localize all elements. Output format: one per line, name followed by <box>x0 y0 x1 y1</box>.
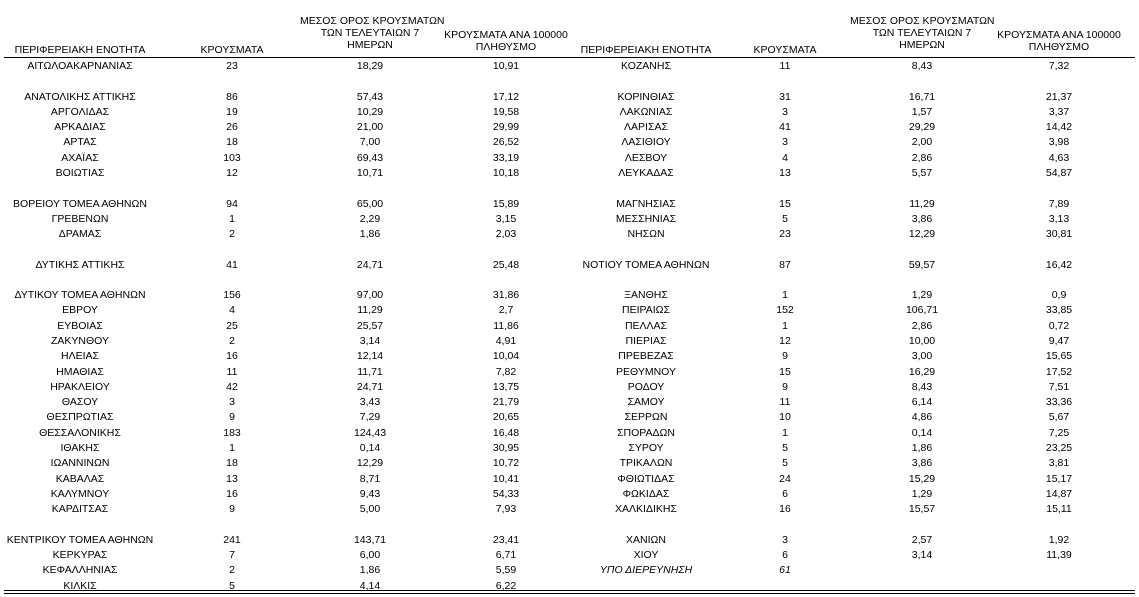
cell-region: ΤΡΙΚΑΛΩΝ <box>619 457 673 470</box>
cell-per100k: 14,87 <box>1045 487 1073 500</box>
cell-region: ΠΡΕΒΕΖΑΣ <box>618 350 674 363</box>
cell-per100k: 10,72 <box>492 457 520 470</box>
cell-avg7: 25,57 <box>356 319 384 332</box>
cell-avg7: 9,43 <box>359 487 381 500</box>
cell-avg7: 4,14 <box>359 579 381 592</box>
cell-cases: 3 <box>229 396 235 409</box>
cell-region: ΧΑΝΙΩΝ <box>626 533 666 546</box>
header-per100k-line2: ΠΛΗΘΥΣΜΟ <box>1028 41 1090 53</box>
cell-per100k: 17,52 <box>1045 365 1073 378</box>
cell-cases: 11 <box>226 365 238 378</box>
cell-avg7: 143,71 <box>353 533 387 546</box>
cell-cases: 3 <box>782 136 788 149</box>
cell-per100k: 6,71 <box>495 548 517 561</box>
cell-region: ΗΜΑΘΙΑΣ <box>56 365 104 378</box>
cell-avg7: 24,71 <box>356 380 384 393</box>
cell-region: ΒΟΡΕΙΟΥ ΤΟΜΕΑ ΑΘΗΝΩΝ <box>13 197 147 210</box>
cell-cases: 61 <box>779 564 791 577</box>
bottom-rule-2 <box>4 593 1135 594</box>
cell-region: ΞΑΝΘΗΣ <box>624 289 668 302</box>
cell-region: ΦΘΙΩΤΙΔΑΣ <box>617 472 675 485</box>
cell-region: ΙΘΑΚΗΣ <box>60 442 100 454</box>
cell-avg7: 57,43 <box>356 90 384 103</box>
cell-per100k: 30,81 <box>1045 228 1073 241</box>
cell-per100k: 2,7 <box>498 304 514 317</box>
cell-cases: 2 <box>229 564 235 577</box>
cell-region: ΠΕΛΛΑΣ <box>624 319 668 332</box>
header-avg7-line1: ΜΕΣΟΣ ΟΡΟΣ ΚΡΟΥΣΜΑΤΩΝ <box>850 15 995 27</box>
cell-per100k: 15,89 <box>492 197 520 210</box>
cell-avg7: 8,43 <box>911 60 933 72</box>
cell-avg7: 10,00 <box>908 335 936 348</box>
cell-avg7: 2,86 <box>911 151 933 164</box>
cell-avg7: 21,00 <box>356 121 384 134</box>
cell-region: ΘΕΣΣΑΛΟΝΙΚΗΣ <box>39 426 121 439</box>
cell-avg7: 2,00 <box>911 136 933 149</box>
cell-avg7: 0,14 <box>911 426 933 439</box>
header-avg7-left <box>300 15 445 51</box>
cell-avg7: 3,86 <box>911 457 933 470</box>
cell-per100k: 33,85 <box>1045 304 1073 317</box>
cell-cases: 19 <box>226 105 238 118</box>
header-per100k-right <box>985 29 1133 53</box>
cell-per100k: 3,13 <box>1048 212 1070 225</box>
cell-per100k: 29,99 <box>492 121 520 134</box>
cell-cases: 1 <box>782 319 788 332</box>
cell-avg7: 2,57 <box>911 533 933 546</box>
cell-region: ΚΙΛΚΙΣ <box>63 579 97 592</box>
cell-avg7: 1,57 <box>911 105 933 118</box>
cell-region: ΡΕΘΥΜΝΟΥ <box>615 365 676 378</box>
cell-region: ΡΟΔΟΥ <box>627 380 665 393</box>
cell-per100k: 30,95 <box>492 442 520 454</box>
cell-cases: 12 <box>779 335 791 348</box>
cell-avg7: 24,71 <box>356 258 384 271</box>
header-avg7-line2: ΤΩΝ ΤΕΛΕΥΤΑΙΩΝ 7 <box>320 27 420 39</box>
cell-avg7: 1,86 <box>359 564 381 577</box>
cell-region: ΑΡΓΟΛΙΔΑΣ <box>50 105 110 118</box>
cell-avg7: 8,43 <box>911 380 933 393</box>
cell-cases: 18 <box>226 457 238 470</box>
cell-region: ΛΕΥΚΑΔΑΣ <box>618 166 674 179</box>
cell-per100k: 7,89 <box>1048 197 1070 210</box>
header-avg7-right <box>850 15 994 51</box>
cell-avg7: 11,71 <box>357 365 383 378</box>
cell-cases: 7 <box>229 548 235 561</box>
cell-cases: 183 <box>223 426 241 439</box>
header-region-left: ΠΕΡΙΦΕΡΕΙΑΚΗ ΕΝΟΤΗΤΑ <box>14 44 146 56</box>
cell-per100k: 9,47 <box>1048 335 1070 348</box>
cell-avg7: 69,43 <box>356 151 384 164</box>
cell-region: ΦΩΚΙΔΑΣ <box>622 487 670 500</box>
cell-cases: 4 <box>782 151 788 164</box>
cell-cases: 31 <box>779 90 791 103</box>
cell-per100k: 11,39 <box>1046 548 1072 561</box>
header-avg7-line3: ΗΜΕΡΩΝ <box>347 39 393 51</box>
cell-cases: 9 <box>229 503 235 516</box>
cell-region: ΣΠΟΡΑΔΩΝ <box>617 426 675 439</box>
cell-region: ΠΙΕΡΙΑΣ <box>625 335 667 348</box>
cell-per100k: 7,32 <box>1048 60 1070 72</box>
cell-region: ΚΑΛΥΜΝΟΥ <box>50 487 110 500</box>
cell-region: ΝΟΤΙΟΥ ΤΟΜΕΑ ΑΘΗΝΩΝ <box>582 258 710 271</box>
cell-per100k: 0,9 <box>1051 289 1067 302</box>
cell-avg7: 10,71 <box>356 166 384 179</box>
cell-per100k: 23,41 <box>492 533 520 546</box>
cell-per100k: 15,11 <box>1046 503 1072 516</box>
cell-avg7: 15,29 <box>908 472 936 485</box>
cell-per100k: 15,65 <box>1045 350 1073 363</box>
cell-per100k: 3,98 <box>1048 136 1070 149</box>
cell-avg7: 97,00 <box>356 289 384 302</box>
cell-avg7: 3,14 <box>911 548 933 561</box>
cell-region: ΣΕΡΡΩΝ <box>624 411 668 424</box>
cell-avg7: 2,29 <box>359 212 381 225</box>
cell-per100k: 25,48 <box>492 258 520 271</box>
cell-per100k: 13,75 <box>492 380 520 393</box>
cell-avg7: 12,29 <box>356 457 384 470</box>
cell-avg7: 65,00 <box>356 197 384 210</box>
cell-avg7: 3,86 <box>911 212 933 225</box>
cell-avg7: 12,14 <box>356 350 384 363</box>
cell-region: ΑΡΚΑΔΙΑΣ <box>54 121 106 134</box>
cell-cases: 42 <box>226 380 238 393</box>
cell-per100k: 16,48 <box>492 426 520 439</box>
cell-avg7: 8,71 <box>359 472 381 485</box>
cell-per100k: 11,86 <box>493 319 519 332</box>
cell-avg7: 7,00 <box>359 136 381 149</box>
cell-avg7: 1,29 <box>911 289 933 302</box>
cell-cases: 5 <box>229 579 235 592</box>
cell-per100k: 7,93 <box>495 503 517 516</box>
cell-avg7: 29,29 <box>908 121 936 134</box>
cell-cases: 23 <box>226 60 238 72</box>
cell-per100k: 6,22 <box>495 579 517 592</box>
cell-region: ΥΠΟ ΔΙΕΡΕΥΝΗΣΗ <box>599 564 693 577</box>
cell-cases: 9 <box>782 380 788 393</box>
cell-cases: 41 <box>226 258 238 271</box>
cell-per100k: 17,12 <box>492 90 520 103</box>
cell-region: ΚΟΖΑΝΗΣ <box>621 60 671 72</box>
cell-avg7: 1,29 <box>911 487 933 500</box>
cell-per100k: 4,91 <box>495 335 517 348</box>
cell-cases: 12 <box>226 166 238 179</box>
cell-per100k: 10,41 <box>492 472 520 485</box>
cell-per100k: 10,04 <box>492 350 520 363</box>
cell-per100k: 4,63 <box>1048 151 1070 164</box>
cell-cases: 1 <box>229 212 235 225</box>
cell-region: ΑΙΤΩΛΟΑΚΑΡΝΑΝΙΑΣ <box>27 60 133 72</box>
cell-region: ΘΑΣΟΥ <box>61 396 99 409</box>
cell-cases: 6 <box>782 548 788 561</box>
cell-avg7: 106,71 <box>905 304 939 317</box>
cell-cases: 16 <box>779 503 791 516</box>
cell-cases: 24 <box>779 472 791 485</box>
cell-region: ΖΑΚΥΝΘΟΥ <box>50 335 109 348</box>
cell-avg7: 2,86 <box>911 319 933 332</box>
cell-per100k: 10,18 <box>492 166 520 179</box>
cell-per100k: 7,82 <box>495 365 517 378</box>
cell-per100k: 7,25 <box>1048 426 1070 439</box>
cell-cases: 13 <box>226 472 238 485</box>
cell-per100k: 14,42 <box>1045 121 1073 134</box>
cell-region: ΝΗΣΩΝ <box>627 228 665 241</box>
cell-cases: 4 <box>229 304 235 317</box>
cell-avg7: 18,29 <box>356 60 384 72</box>
cell-region: ΗΛΕΙΑΣ <box>60 350 99 363</box>
cell-cases: 9 <box>782 350 788 363</box>
cell-avg7: 3,43 <box>359 396 381 409</box>
cell-cases: 15 <box>779 365 791 378</box>
header-avg7-line1: ΜΕΣΟΣ ΟΡΟΣ ΚΡΟΥΣΜΑΤΩΝ <box>300 15 445 27</box>
header-rule <box>4 57 1135 58</box>
cell-per100k: 33,36 <box>1045 396 1073 409</box>
cell-region: ΔΡΑΜΑΣ <box>58 228 102 241</box>
cell-per100k: 15,17 <box>1045 472 1073 485</box>
cell-avg7: 3,14 <box>359 335 381 348</box>
header-per100k-left <box>436 29 576 53</box>
cell-avg7: 10,29 <box>356 105 384 118</box>
header-per100k-line2: ΠΛΗΘΥΣΜΟ <box>475 41 537 53</box>
cell-per100k: 7,51 <box>1048 380 1070 393</box>
cell-region: ΔΥΤΙΚΗΣ ΑΤΤΙΚΗΣ <box>35 258 125 271</box>
cell-region: ΧΙΟΥ <box>633 548 659 561</box>
cell-cases: 1 <box>229 442 235 454</box>
cell-region: ΑΧΑΪΑΣ <box>61 151 99 164</box>
cell-region: ΚΑΡΔΙΤΣΑΣ <box>51 503 109 516</box>
cell-per100k: 0,72 <box>1048 319 1070 332</box>
cell-region: ΔΥΤΙΚΟΥ ΤΟΜΕΑ ΑΘΗΝΩΝ <box>14 289 146 302</box>
cell-per100k: 26,52 <box>492 136 520 149</box>
cell-cases: 16 <box>226 487 238 500</box>
cell-per100k: 31,86 <box>492 289 520 302</box>
cell-region: ΛΑΣΙΘΙΟΥ <box>621 136 671 149</box>
cell-avg7: 5,00 <box>359 503 381 516</box>
cell-avg7: 0,14 <box>359 442 381 454</box>
cell-cases: 23 <box>779 228 791 241</box>
cell-cases: 86 <box>226 90 238 103</box>
cell-cases: 6 <box>782 487 788 500</box>
cell-per100k: 2,03 <box>495 228 517 241</box>
cell-region: ΠΕΙΡΑΙΩΣ <box>622 304 670 317</box>
cell-region: ΧΑΛΚΙΔΙΚΗΣ <box>615 503 677 516</box>
cell-cases: 15 <box>779 197 791 210</box>
cell-avg7: 12,29 <box>908 228 936 241</box>
cell-per100k: 10,91 <box>492 60 520 72</box>
cell-avg7: 11,29 <box>909 197 935 210</box>
cell-region: ΗΡΑΚΛΕΙΟΥ <box>50 380 110 393</box>
cell-per100k: 3,81 <box>1048 457 1070 470</box>
header-cases-left: ΚΡΟΥΣΜΑΤΑ <box>200 44 264 56</box>
cell-avg7: 1,86 <box>359 228 381 241</box>
cell-region: ΜΕΣΣΗΝΙΑΣ <box>615 212 677 225</box>
cell-region: ΙΩΑΝΝΙΝΩΝ <box>50 457 110 470</box>
cell-cases: 11 <box>779 396 791 409</box>
cell-avg7: 6,14 <box>911 396 933 409</box>
cell-cases: 11 <box>779 60 791 72</box>
cell-region: ΣΑΜΟΥ <box>627 396 665 409</box>
cell-region: ΣΥΡΟΥ <box>628 442 664 454</box>
cell-cases: 18 <box>226 136 238 149</box>
cell-avg7: 11,29 <box>357 304 383 317</box>
cell-region: ΚΕΡΚΥΡΑΣ <box>52 548 108 561</box>
cell-region: ΓΡΕΒΕΝΩΝ <box>51 212 109 225</box>
cell-avg7: 59,57 <box>908 258 936 271</box>
cell-cases: 103 <box>223 151 241 164</box>
cell-cases: 94 <box>226 197 238 210</box>
cell-region: ΘΕΣΠΡΩΤΙΑΣ <box>46 411 114 424</box>
cell-avg7: 1,86 <box>911 442 933 454</box>
cell-region: ΑΡΤΑΣ <box>63 136 97 149</box>
cell-per100k: 16,42 <box>1045 258 1073 271</box>
cell-cases: 26 <box>226 121 238 134</box>
cell-cases: 5 <box>782 457 788 470</box>
cell-avg7: 7,29 <box>359 411 381 424</box>
cell-region: ΛΕΣΒΟΥ <box>624 151 668 164</box>
header-cases-right: ΚΡΟΥΣΜΑΤΑ <box>753 44 817 56</box>
cell-per100k: 54,87 <box>1045 166 1073 179</box>
cell-per100k: 5,59 <box>495 564 517 577</box>
cell-cases: 16 <box>226 350 238 363</box>
cell-cases: 1 <box>782 426 788 439</box>
cell-cases: 2 <box>229 335 235 348</box>
cell-region: ΚΑΒΑΛΑΣ <box>55 472 105 485</box>
cell-cases: 5 <box>782 212 788 225</box>
cell-cases: 2 <box>229 228 235 241</box>
cell-region: ΚΕΝΤΡΙΚΟΥ ΤΟΜΕΑ ΑΘΗΝΩΝ <box>6 533 154 546</box>
header-per100k-line1: ΚΡΟΥΣΜΑΤΑ ΑΝΑ 100000 <box>997 29 1121 41</box>
cell-per100k: 19,58 <box>492 105 520 118</box>
bottom-rule-1 <box>4 590 1135 591</box>
cell-region: ΑΝΑΤΟΛΙΚΗΣ ΑΤΤΙΚΗΣ <box>24 90 136 103</box>
cell-region: ΕΥΒΟΙΑΣ <box>57 319 103 332</box>
cell-region: ΒΟΙΩΤΙΑΣ <box>55 166 105 179</box>
cell-cases: 9 <box>229 411 235 424</box>
cell-cases: 13 <box>779 166 791 179</box>
cell-avg7: 6,00 <box>359 548 381 561</box>
cell-per100k: 23,25 <box>1045 442 1073 454</box>
cell-avg7: 4,86 <box>911 411 933 424</box>
cell-per100k: 3,37 <box>1048 105 1070 118</box>
cell-cases: 3 <box>782 105 788 118</box>
cell-region: ΛΑΚΩΝΙΑΣ <box>619 105 673 118</box>
header-per100k-line1: ΚΡΟΥΣΜΑΤΑ ΑΝΑ 100000 <box>444 29 568 41</box>
cell-cases: 10 <box>779 411 791 424</box>
header-region-right: ΠΕΡΙΦΕΡΕΙΑΚΗ ΕΝΟΤΗΤΑ <box>580 44 712 56</box>
cell-region: ΚΟΡΙΝΘΙΑΣ <box>617 90 675 103</box>
cell-avg7: 3,00 <box>911 350 933 363</box>
cell-per100k: 21,37 <box>1045 90 1073 103</box>
cell-cases: 152 <box>776 304 794 317</box>
cell-region: ΜΑΓΝΗΣΙΑΣ <box>616 197 676 210</box>
cell-cases: 87 <box>779 258 791 271</box>
cell-per100k: 1,92 <box>1048 533 1070 546</box>
cell-avg7: 15,57 <box>908 503 936 516</box>
cell-cases: 41 <box>779 121 791 134</box>
cell-region: ΕΒΡΟΥ <box>62 304 98 317</box>
cell-cases: 25 <box>226 319 238 332</box>
cell-cases: 5 <box>782 442 788 454</box>
cell-avg7: 124,43 <box>353 426 387 439</box>
cell-region: ΛΑΡΙΣΑΣ <box>624 121 668 134</box>
header-avg7-line2: ΤΩΝ ΤΕΛΕΥΤΑΙΩΝ 7 <box>872 27 972 39</box>
cell-per100k: 21,79 <box>492 396 520 409</box>
cell-cases: 3 <box>782 533 788 546</box>
cell-per100k: 3,15 <box>495 212 517 225</box>
cell-avg7: 5,57 <box>911 166 933 179</box>
cell-avg7: 16,29 <box>908 365 936 378</box>
cell-per100k: 5,67 <box>1048 411 1070 424</box>
cell-per100k: 20,65 <box>492 411 520 424</box>
cell-per100k: 54,33 <box>492 487 520 500</box>
cell-cases: 241 <box>223 533 241 546</box>
cell-cases: 156 <box>223 289 241 302</box>
cell-avg7: 16,71 <box>908 90 936 103</box>
header-avg7-line3: ΗΜΕΡΩΝ <box>899 39 945 51</box>
cell-region: ΚΕΦΑΛΛΗΝΙΑΣ <box>42 564 118 577</box>
cell-per100k: 33,19 <box>492 151 520 164</box>
cell-cases: 1 <box>782 289 788 302</box>
